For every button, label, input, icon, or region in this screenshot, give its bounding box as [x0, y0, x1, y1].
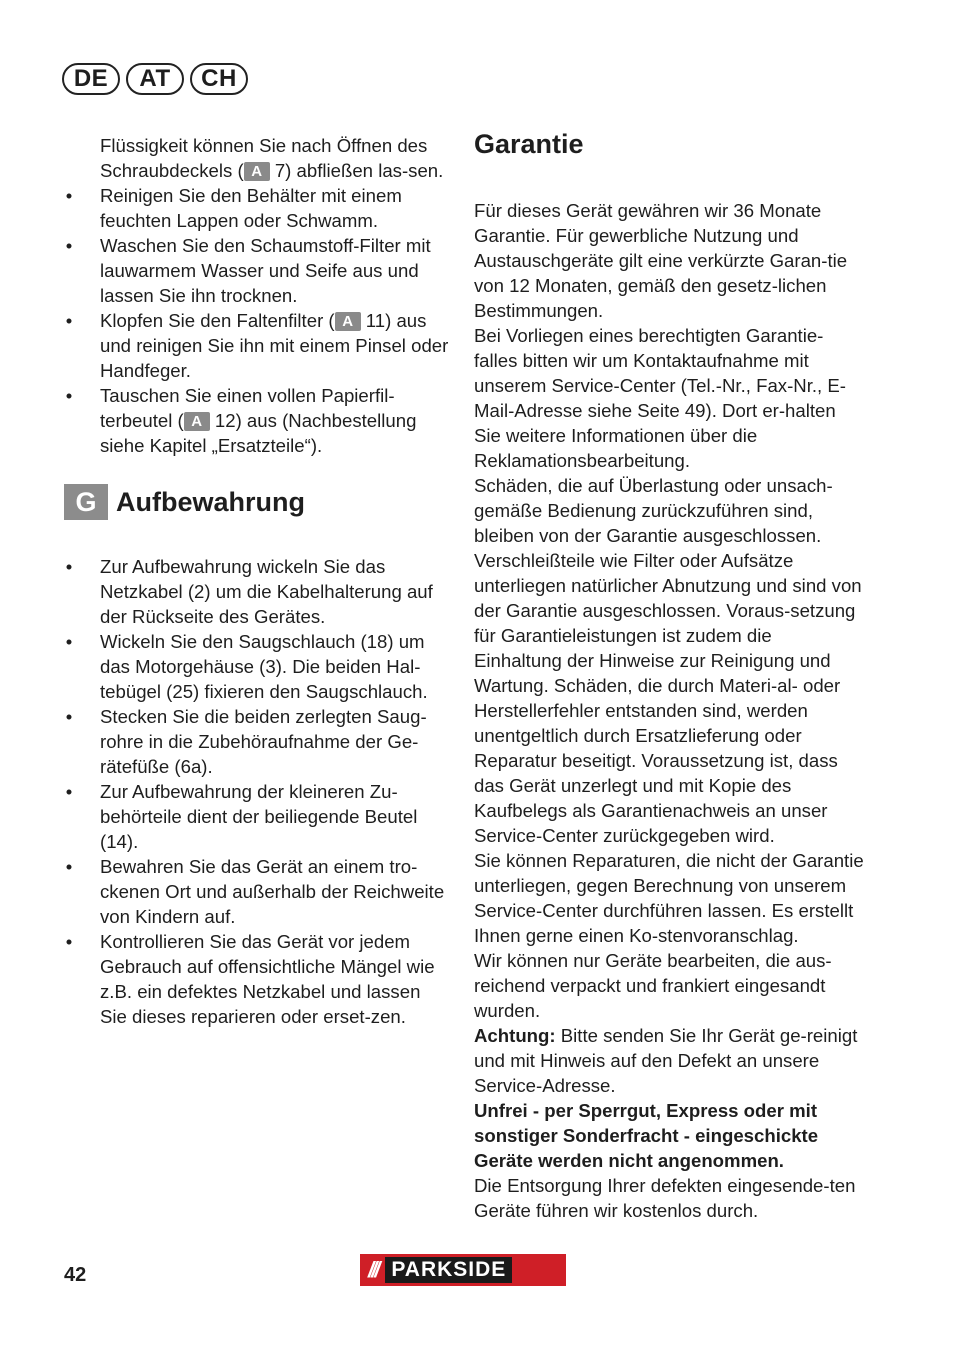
- bullet: •: [65, 631, 73, 652]
- badge-at: AT: [126, 63, 184, 95]
- paragraph: Die Entsorgung Ihrer defekten eingesende-ten Geräte führen wir kostenlos durch.: [474, 1175, 856, 1221]
- list-item: • Wickeln Sie den Saugschlauch (18) um das Motorgehäuse (3). Die beiden Hal-tebügel (25) fixieren den Saugschlauch.: [65, 631, 428, 702]
- list-item: • Zur Aufbewahrung der kleineren Zu-behörteile dient der beiliegende Beutel (14).: [65, 781, 418, 852]
- parkside-logo: [360, 1254, 566, 1286]
- paragraph: Schäden, die auf Überlastung oder unsach-gemäße Bedienung zurückzuführen sind, bleiben von der Garantie ausgeschlossen.: [474, 475, 833, 546]
- logo-slashes: ///: [368, 1257, 378, 1282]
- paragraph: Wir können nur Geräte bearbeiten, die aus-reichend verpackt und frankiert eingesandt wurden.: [474, 950, 832, 1021]
- logo-text: PARKSIDE: [385, 1257, 512, 1283]
- paragraph: Verschleißteile wie Filter oder Aufsätze unterliegen natürlicher Abnutzung und sind von der Garantie ausgeschlossen. Voraus-setzung für Garantieleistungen ist zudem die Einhaltung der Hinweise zur Reinigung und Wartung. Schäden, die durch Materi-al- oder Herstellerfehler entstanden sind, werden unentgeltlich durch Ersatzlieferung oder Reparatur beseitigt. Voraussetzung ist, dass das Gerät unzerlegt und mit Kopie des Kaufbelegs als Garantienachweis an unser Service-Center zurückgegeben wird.: [474, 550, 862, 846]
- bullet: •: [65, 385, 73, 406]
- figure-ref-badge: A: [335, 312, 361, 331]
- section-letter-badge: G: [64, 484, 108, 520]
- garantie-title: Garantie: [474, 129, 584, 159]
- section-heading: [64, 484, 450, 520]
- list-item: • Kontrollieren Sie das Gerät vor jedem Gebrauch auf offensichtliche Mängel wie z.B. ein defektes Netzkabel und lassen Sie dieses reparieren oder erset-zen.: [65, 931, 435, 1027]
- bullet: •: [65, 556, 73, 577]
- list-item: • Tauschen Sie einen vollen Papierfil-terbeutel ( A 12) aus (Nachbestellung siehe Kapitel „Ersatzteile“).: [65, 385, 417, 456]
- bullet: •: [65, 931, 73, 952]
- bullet: •: [65, 706, 73, 727]
- list-item: • Reinigen Sie den Behälter mit einem feuchten Lappen oder Schwamm.: [65, 185, 402, 231]
- list-item: • Klopfen Sie den Faltenfilter ( A 11) aus und reinigen Sie ihn mit einem Pinsel oder Handfeger.: [65, 310, 449, 381]
- bullet: •: [65, 235, 73, 256]
- bullet: •: [65, 185, 73, 206]
- bullet: •: [65, 310, 73, 331]
- section-title: Aufbewahrung: [116, 486, 305, 517]
- figure-ref-badge: A: [244, 162, 270, 181]
- language-badges: [62, 63, 248, 95]
- figure-ref-badge: A: [184, 412, 210, 431]
- badge-ch: CH: [190, 63, 248, 95]
- bold-notice: Unfrei - per Sperrgut, Express oder mit sonstiger Sonderfracht - eingeschickte Geräte werden nicht angenommen.: [474, 1100, 819, 1171]
- paragraph: Bei Vorliegen eines berechtigten Garantie-falles bitten wir um Kontaktaufnahme mit unserem Service-Center (Tel.-Nr., Fax-Nr., E-Mail-Adresse siehe Seite 49). Dort er-halten Sie weitere Informationen über die Reklamationsbearbeitung.: [474, 325, 846, 471]
- list-item: • Zur Aufbewahrung wickeln Sie das Netzkabel (2) um die Kabelhalterung auf der Rückseite des Gerätes.: [65, 556, 433, 627]
- paragraph: Sie können Reparaturen, die nicht der Garantie unterliegen, gegen Berechnung von unserem Service-Center durchführen lassen. Es erstellt Ihnen gerne einen Ko-stenvoranschlag.: [474, 850, 864, 946]
- bullet: •: [65, 781, 73, 802]
- intro-text: Flüssigkeit können Sie nach Öffnen des Schraubdeckels ( A 7) abfließen las-sen.: [100, 135, 444, 181]
- warning-label: Achtung:: [474, 1025, 556, 1046]
- list-item: • Waschen Sie den Schaumstoff-Filter mit lauwarmem Wasser und Seife aus und lassen Sie ihn trocknen.: [65, 235, 431, 306]
- list-item: • Bewahren Sie das Gerät an einem tro-ckenen Ort und außerhalb der Reichweite von Kindern auf.: [65, 856, 445, 927]
- paragraph: Für dieses Gerät gewähren wir 36 Monate Garantie. Für gewerbliche Nutzung und Austauschgeräte gilt eine verkürzte Garan-tie von 12 Monaten, gemäß den gesetz-lichen Bestimmungen.: [474, 200, 848, 321]
- paragraph: Achtung: Bitte senden Sie Ihr Gerät ge-reinigt und mit Hinweis auf den Defekt an unsere Service-Adresse.: [474, 1025, 858, 1096]
- bullet: •: [65, 856, 73, 877]
- page-number: 42: [64, 1264, 87, 1286]
- right-column: [474, 128, 864, 1223]
- left-column: [64, 133, 450, 1029]
- badge-de: DE: [62, 63, 120, 95]
- list-item: • Stecken Sie die beiden zerlegten Saug-rohre in die Zubehöraufnahme der Ge-rätefüße (6a).: [65, 706, 427, 777]
